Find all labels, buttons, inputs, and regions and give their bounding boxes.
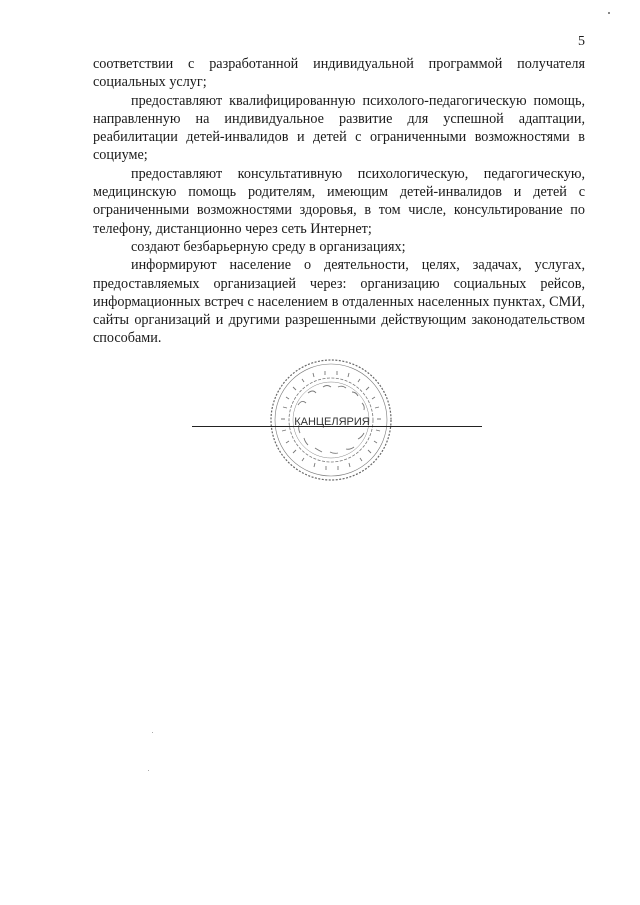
signature-line	[192, 426, 482, 427]
scan-speck	[148, 770, 149, 771]
scan-speck	[608, 12, 610, 14]
official-stamp	[268, 357, 394, 483]
stamp-center-text: КАНЦЕЛЯРИЯ	[294, 416, 370, 428]
scan-speck	[152, 732, 153, 733]
page-number: 5	[578, 34, 585, 49]
paragraph-5: информируют население о деятельности, целях, задачах, услугах, предоставляемых организацией через: организацию социальных рейсов, информационных встреч с населением в отдаленных населенных пунктах, СМИ, сайты организаций и другими разрешенными действующим законодательством способами.	[93, 257, 585, 347]
paragraph-4: создают безбарьерную среду в организациях;	[131, 238, 406, 255]
paragraph-2: предоставляют квалифицированную психолого-педагогическую помощь, направленную на индивидуальное развитие для успешной адаптации, реабилитации детей-инвалидов и детей с ограниченными возможностями в социуме;	[93, 92, 585, 164]
document-body	[93, 55, 585, 348]
paragraph-1: соответствии с разработанной индивидуальной программой получателя социальных услуг;	[93, 56, 585, 91]
paragraph-3: предоставляют консультативную психологическую, педагогическую, медицинскую помощь родителям, имеющим детей-инвалидов и детей с ограниченными возможностями здоровья, в том числе, консультирование по телефону, дистанционно через сеть Интернет;	[93, 165, 585, 237]
